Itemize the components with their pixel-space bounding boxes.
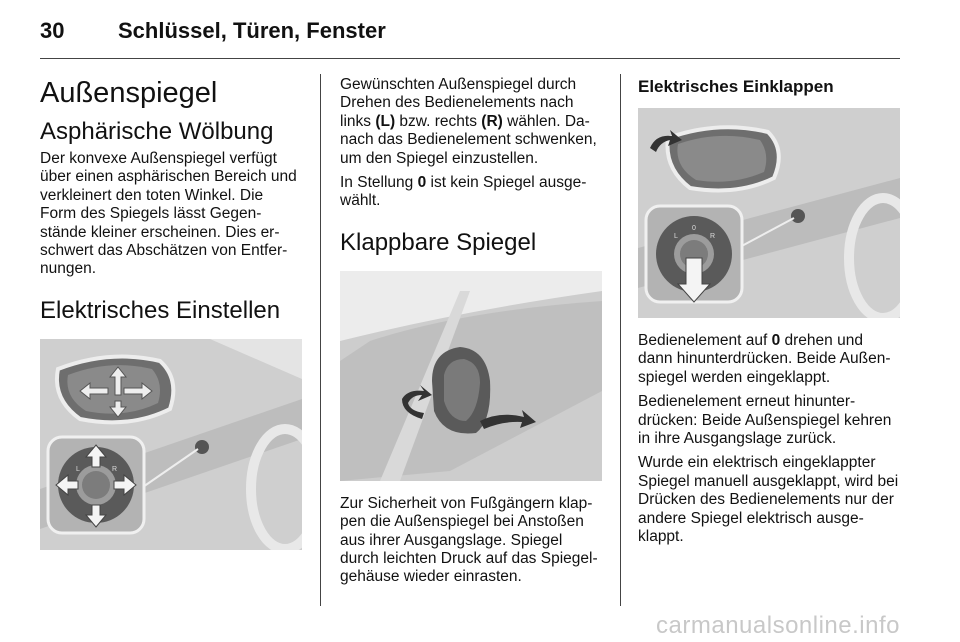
- column-3: [638, 76, 900, 552]
- subsection-title: Elektrisches Einstellen: [40, 296, 281, 324]
- section-heading: Klappbare Spiegel: [340, 228, 537, 256]
- knob-label-left: L: [76, 465, 80, 473]
- paragraph: In Stellung 0 ist kein Spiegel ausge-wählt.: [340, 174, 587, 210]
- paragraph: Wurde ein elektrisch eingeklappter Spiegel manuell ausgeklappt, wird bei Drücken des Bedienelements nur der andere Spiegel elektrisch ausge-klappt.: [638, 454, 899, 546]
- column-2: [340, 76, 602, 593]
- section-heading: Elektrisches Einklappen: [638, 77, 834, 96]
- subsection-title: Asphärische Wölbung: [40, 118, 274, 145]
- column-divider: [320, 74, 321, 606]
- knob-label-right: R: [710, 233, 716, 240]
- page-header: [40, 18, 386, 44]
- section-title: Außenspiegel: [40, 77, 218, 109]
- paragraph: Zur Sicherheit von Fußgängern klap-pen die Außenspiegel bei Anstoßen aus ihrer Ausgangslage. Spiegel durch leichten Druck auf das Spiegel-gehäuse wieder einrasten.: [340, 494, 598, 586]
- chapter-title: Schlüssel, Türen, Fenster: [118, 18, 386, 43]
- watermark: carmanualsonline.info: [656, 612, 900, 639]
- paragraph: Gewünschten Außenspiegel durch Drehen des Bedienelements nach links (L) bzw. rechts (R) wählen. Da-nach das Bedienelement schwenken, um den Spiegel einzustellen.: [340, 76, 597, 167]
- page-number: 30: [40, 18, 65, 43]
- header-rule: [40, 58, 900, 59]
- folding-mirror-illustration: [340, 271, 602, 481]
- paragraph: Der konvexe Außenspiegel verfügt über einen asphärischen Bereich und verkleinert den toten Winkel. Die Form des Spiegels lässt Gegen-stände kleiner erscheinen. Dies er-schwert das Abschätzen von Entfer-nungen.: [40, 150, 297, 278]
- column-1: [40, 76, 302, 550]
- knob-label-zero: 0: [692, 225, 696, 232]
- knob-label-right: R: [112, 465, 118, 473]
- paragraph: Bedienelement auf 0 drehen und dann hinunterdrücken. Beide Außen-spiegel werden eingeklappt.: [638, 332, 891, 386]
- paragraph: Bedienelement erneut hinunter-drücken: Beide Außenspiegel kehren in ihre Ausgangslage zurück.: [638, 393, 892, 448]
- mirror-adjust-illustration: [40, 339, 302, 550]
- column-divider: [620, 74, 621, 606]
- knob-label-left: L: [674, 233, 678, 240]
- electric-folding-illustration: [638, 108, 900, 318]
